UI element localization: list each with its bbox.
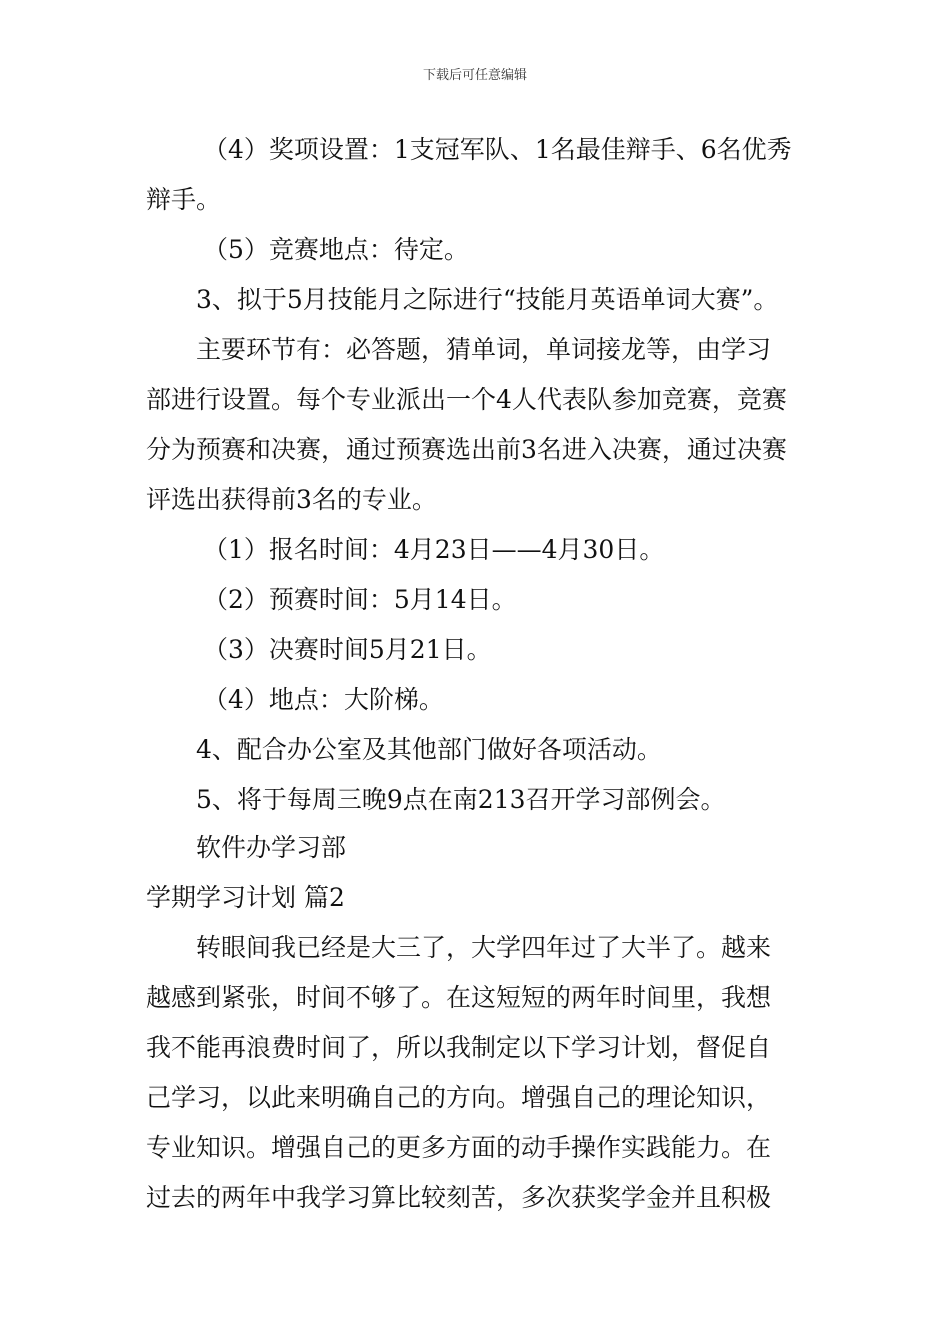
item-3-heading: 3、拟于5月技能月之际进行“技能月英语单词大赛”。 — [196, 285, 779, 314]
paragraph-line: 过去的两年中我学习算比较刻苦，多次获奖学金并且积极 — [146, 1183, 772, 1212]
paragraph-line: 转眼间我已经是大三了，大学四年过了大半了。越来 — [196, 933, 772, 962]
paragraph-line: 专业知识。增强自己的更多方面的动手操作实践能力。在 — [146, 1133, 772, 1162]
registration-time-line: （1）报名时间：4月23日——4月30日。 — [203, 535, 665, 564]
item-4-line: 4、配合办公室及其他部门做好各项活动。 — [196, 735, 662, 764]
page-header: 下载后可任意编辑 — [422, 68, 527, 83]
signature-line: 软件办学习部 — [196, 833, 347, 862]
paragraph-line: 主要环节有：必答题，猜单词，单词接龙等，由学习 — [196, 335, 772, 364]
paragraph-line: 分为预赛和决赛，通过预赛选出前3名进入决赛，通过决赛 — [146, 435, 787, 464]
award-setting-line-cont: 辩手。 — [146, 185, 222, 214]
paragraph-line: 部进行设置。每个专业派出一个4人代表队参加竞赛，竞赛 — [146, 385, 787, 414]
paragraph-line: 评选出获得前3名的专业。 — [146, 485, 437, 514]
section-title: 学期学习计划 篇2 — [146, 883, 345, 912]
prelim-time-line: （2）预赛时间：5月14日。 — [203, 585, 517, 614]
award-setting-line: （4）奖项设置：1支冠军队、1名最佳辩手、6名优秀 — [203, 135, 792, 164]
location-line: （4）地点：大阶梯。 — [203, 685, 444, 714]
paragraph-line: 己学习，以此来明确自己的方向。增强自己的理论知识， — [146, 1083, 772, 1112]
paragraph-line: 我不能再浪费时间了，所以我制定以下学习计划，督促自 — [146, 1033, 772, 1062]
final-time-line: （3）决赛时间5月21日。 — [203, 635, 492, 664]
paragraph-line: 越感到紧张，时间不够了。在这短短的两年时间里，我想 — [146, 983, 772, 1012]
item-5-line: 5、将于每周三晚9点在南213召开学习部例会。 — [196, 785, 726, 814]
venue-line: （5）竞赛地点：待定。 — [203, 235, 469, 264]
